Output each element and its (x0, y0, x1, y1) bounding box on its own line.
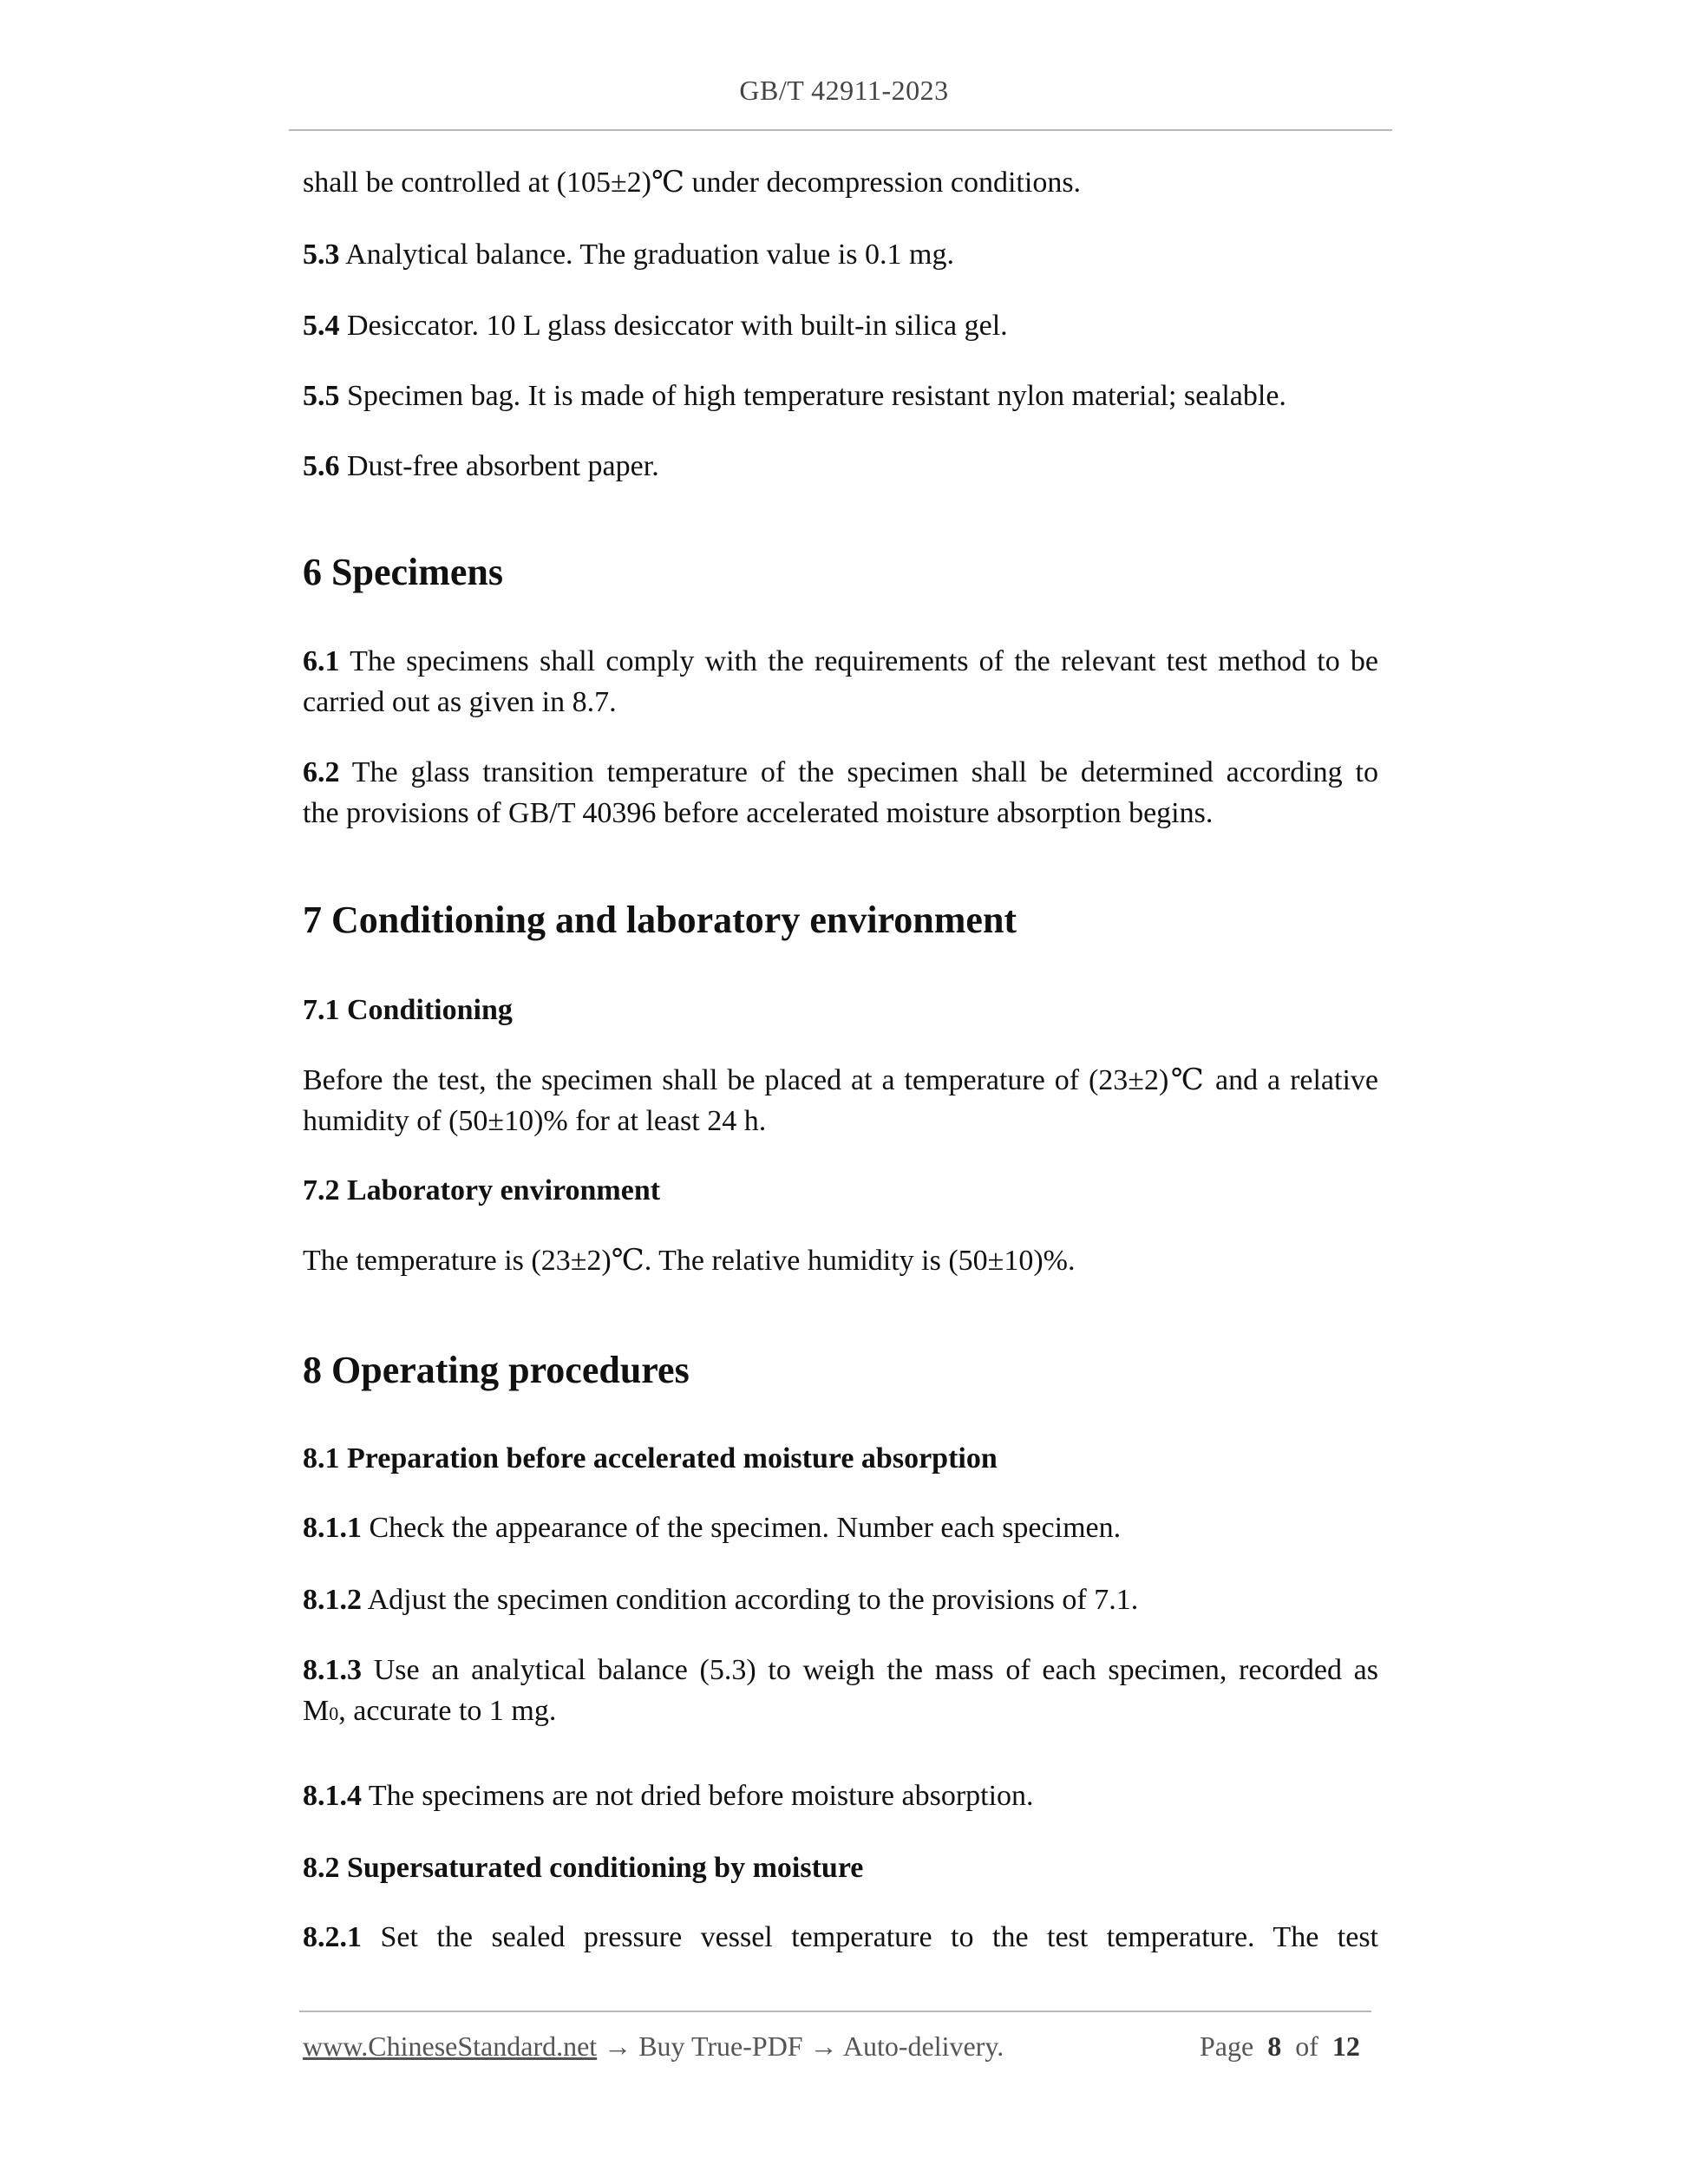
document-id-header: GB/T 42911-2023 (739, 75, 949, 106)
clause-number: 8.1.2 (303, 1584, 362, 1616)
clause-8-1-3 (303, 1650, 1378, 1734)
buy-pdf-text: Buy True-PDF (638, 2030, 803, 2062)
clause-number: 5.3 (303, 239, 340, 271)
clause-number: 8.2.1 (303, 1921, 362, 1953)
clause-text: Use an analytical balance (5.3) to weigh the mass of each specimen, recorded as (362, 1654, 1378, 1686)
page-total: 12 (1331, 2030, 1360, 2062)
clause-number: 6.2 (303, 756, 340, 788)
clause-5-4 (303, 306, 1378, 346)
arrow-icon: → (597, 2030, 639, 2062)
clause-text: Check the appearance of the specimen. Number each specimen. (362, 1512, 1122, 1544)
clause-8-1-1 (303, 1508, 1378, 1548)
paragraph-continuation: shall be controlled at (105±2)℃ under decompression conditions. (303, 167, 1082, 199)
clause-text: Analytical balance. The graduation value is 0.1 mg. (339, 239, 954, 271)
header-divider (289, 129, 1392, 131)
clause-6-1 (303, 641, 1378, 723)
heading-7-2: 7.2 Laboratory environment (303, 1174, 661, 1206)
heading-section-8: 8 Operating procedures (303, 1349, 690, 1391)
heading-8-1: 8.1 Preparation before accelerated moisture absorption (303, 1442, 998, 1475)
clause-5-6 (303, 447, 1378, 487)
clause-line (303, 1917, 1378, 1958)
arrow-icon: → (802, 2030, 843, 2062)
auto-delivery-text: Auto-delivery. (842, 2030, 1004, 2062)
clause-number: 8.1.3 (303, 1654, 362, 1686)
footer-divider (299, 2011, 1371, 2012)
paragraph-7-2: The temperature is (23±2)℃. The relative humidity is (50±10)%. (303, 1245, 1076, 1277)
clause-line (303, 752, 1378, 793)
clause-line (303, 1650, 1378, 1690)
heading-8-2: 8.2 Supersaturated conditioning by moisture (303, 1852, 864, 1884)
clause-number: 8.1.4 (303, 1780, 362, 1812)
clause-text: , accurate to 1 mg. (338, 1695, 557, 1727)
clause-line (303, 1690, 1378, 1734)
heading-section-6: 6 Specimens (303, 551, 503, 593)
clause-line (303, 641, 1378, 682)
clause-text: Desiccator. 10 L glass desiccator with built-in silica gel. (339, 310, 1008, 342)
paragraph-7-1 (303, 1060, 1378, 1141)
clause-5-3 (303, 235, 1378, 275)
clause-number: 5.5 (303, 380, 340, 412)
clause-text: Adjust the specimen condition according to the provisions of 7.1. (362, 1584, 1139, 1616)
clause-line: carried out as given in 8.7. (303, 686, 617, 718)
clause-line: the provisions of GB/T 40396 before accelerated moisture absorption begins. (303, 797, 1214, 829)
paragraph-line: Before the test, the specimen shall be placed at a temperature of (23±2)℃ and a relative (303, 1064, 1378, 1096)
clause-8-1-4 (303, 1776, 1378, 1816)
clause-number: 5.4 (303, 310, 340, 342)
clause-text: Dust-free absorbent paper. (339, 450, 659, 482)
of-label: of (1295, 2030, 1318, 2062)
page-label: Page (1200, 2030, 1254, 2062)
clause-text: The specimens shall comply with the requirements of the relevant test method to be (339, 645, 1378, 677)
paragraph-line: humidity of (50±10)% for at least 24 h. (303, 1105, 767, 1137)
clause-text: Set the sealed pressure vessel temperature to the test temperature. The test (362, 1921, 1378, 1953)
heading-section-7: 7 Conditioning and laboratory environment (303, 899, 1017, 941)
clause-5-5 (303, 376, 1378, 416)
clause-6-2 (303, 752, 1378, 834)
clause-text: The glass transition temperature of the specimen shall be determined according to (339, 756, 1378, 788)
footer-promo (303, 2030, 1004, 2063)
clause-8-1-2 (303, 1580, 1378, 1620)
heading-7-1: 7.1 Conditioning (303, 994, 513, 1026)
page-indicator (1200, 2030, 1360, 2063)
clause-number: 8.1.1 (303, 1512, 362, 1544)
mass-symbol: M (303, 1695, 330, 1727)
clause-8-2-1 (303, 1917, 1378, 1958)
clause-number: 5.6 (303, 450, 340, 482)
mass-subscript: 0 (329, 1703, 339, 1724)
clause-number: 6.1 (303, 645, 340, 677)
clause-text: Specimen bag. It is made of high temperature resistant nylon material; sealable. (339, 380, 1286, 412)
site-link[interactable]: www.ChineseStandard.net (303, 2030, 598, 2062)
page-number: 8 (1267, 2030, 1282, 2062)
clause-text: The specimens are not dried before moisture absorption. (362, 1780, 1034, 1812)
